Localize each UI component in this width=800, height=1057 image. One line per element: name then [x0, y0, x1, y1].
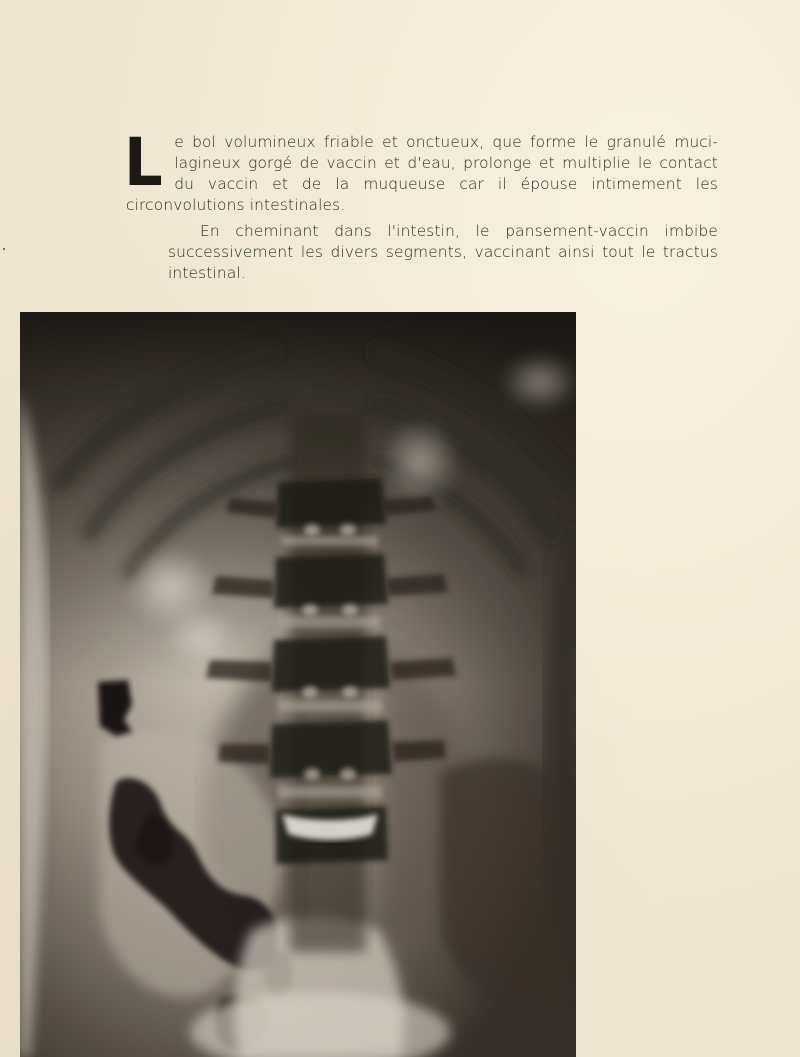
paragraph-2: En cheminant dans l'intestin, le pansement-vaccin imbibe successivement les divers segments, vaccinant ainsi tout le tractus intestinal.	[168, 222, 718, 282]
paragraph-1-text: e bol volumineux friable et onctueux, que forme le granulé muci-lagineux gorgé de vaccin et d'eau, prolonge et multiplie le contact du vaccin et de la muqueuse car il épouse intimement les circonvolutions intestinales.	[126, 133, 718, 214]
drop-cap: L	[124, 124, 163, 201]
body-text	[124, 124, 718, 284]
paragraph-1	[124, 124, 718, 216]
film-tone	[20, 312, 576, 1057]
x-ray-image	[20, 312, 576, 1057]
margin-speck	[3, 248, 5, 250]
x-ray-illustration	[20, 312, 576, 1057]
